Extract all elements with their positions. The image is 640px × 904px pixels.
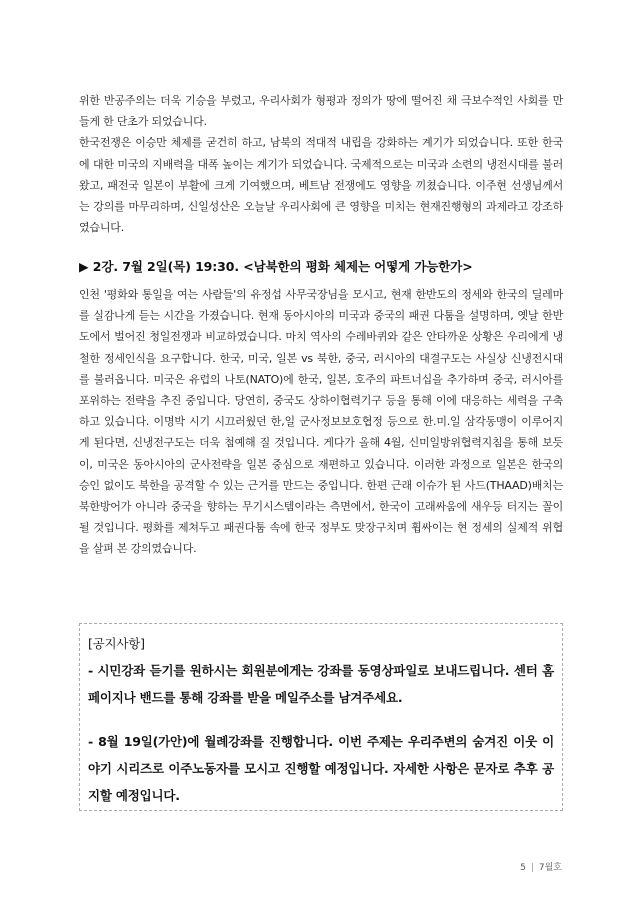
notice-box [79, 623, 563, 811]
lecture-section [79, 284, 563, 560]
intro-paragraph-2: 한국전쟁은 이승만 체제를 굳건히 하고, 남북의 적대적 내립을 강화하는 계기가 되었습니다. 또한 한국에 대한 미국의 지배력을 대폭 높이는 계기가 되었습니다. 국제적으로는 미국과 소련의 냉전시대를 불러왔고, 패전국 일본이 부활에 크게 기여했으며, 베트남 전쟁에도 영향을 끼쳤습니다. 이주현 선생님께서는 강의를 마무리하며, 신일성산은 오늘날 우리사회에 큰 영향을 미치는 현재진행형의 과제라고 강조하였습니다. [79, 136, 563, 235]
notice-spacer [88, 711, 554, 728]
notice-item-video: - 시민강좌 듣기를 원하시는 회원분에게는 강좌를 동영상파일로 보내드립니다. 센터 홈페이지나 밴드를 통해 강좌를 받을 메일주소를 남겨주세요. [88, 663, 554, 705]
footer-separator: | [530, 863, 534, 873]
notice-title: [공지사항] [88, 636, 145, 651]
notice-item-monthly-lecture: - 8월 19일(가안)에 월례강좌를 진행합니다. 이번 주제는 우리주변의 숨겨진 이웃 이야기 시리즈로 이주노동자를 모시고 진행할 예정입니다. 자세한 사항은 문자로 추후 공지할 예정입니다. [88, 734, 554, 803]
page-footer [520, 860, 562, 873]
intro-paragraph-1: 위한 반공주의는 더욱 기승을 부렸고, 우리사회가 형평과 정의가 땅에 떨어진 채 극보수적인 사회를 만들게 한 단초가 되었습니다. [79, 94, 563, 129]
page-number: 5 [520, 863, 526, 873]
lecture-heading: ▶ 2강. 7월 2일(목) 19:30. <남북한의 평화 체제는 어떻게 가능한가> [79, 259, 473, 274]
intro-section [79, 90, 563, 238]
issue-label: 7월호 [538, 863, 562, 873]
lecture-paragraph: 인천 '평화와 통일을 여는 사람들'의 유정섭 사무국장님을 모시고, 현재 한반도의 정세와 한국의 딜레마를 실감나게 듣는 시간을 가졌습니다. 현재 동아시아의 미국과 중국의 패권 다툼을 설명하며, 옛날 한반도에서 벌어진 청일전쟁과 비교하였습니다. 마치 역사의 수레바퀴와 같은 안타까운 상황은 우리에게 냉철한 정세인식을 요구합니다. 한국, 미국, 일본 vs 북한, 중국, 러시아의 대결구도는 사실상 신냉전시대를 불러옵니다. 미국은 유럽의 나토(NATO)에 한국, 일본, 호주의 파트너십을 추가하며 중국, 러시아를 포위하는 전략을 추진 중입니다. 당연히, 중국도 상하이협력기구 등을 통해 이에 대응하는 세력을 구축하고 있습니다. 이명박 시기 시끄러웠던 한,일 군사정보보호협정 등으로 한.미.일 삼각동맹이 이루어지게 된다면, 신냉전구도는 더욱 첨예해 질 것입니다. 게다가 올해 4월, 신미일방위협력지침을 통해 보듯이, 미국은 동아시아의 군사전략을 일본 중심으로 재편하고 있습니다. 이러한 과정으로 일본은 한국의 승인 없이도 북한을 공격할 수 있는 근거를 만드는 중입니다. 한편 근래 이슈가 된 사드(THAAD)배치는 북한방어가 아니라 중국을 향하는 무기시스템이라는 측면에서, 한국이 고래싸움에 새우등 터지는 꼴이 될 것입니다. 평화를 제쳐두고 패권다툼 속에 한국 정부도 맞장구치며 휩싸이는 현 정세의 실제적 위협을 살펴 본 강의였습니다. [79, 288, 563, 556]
